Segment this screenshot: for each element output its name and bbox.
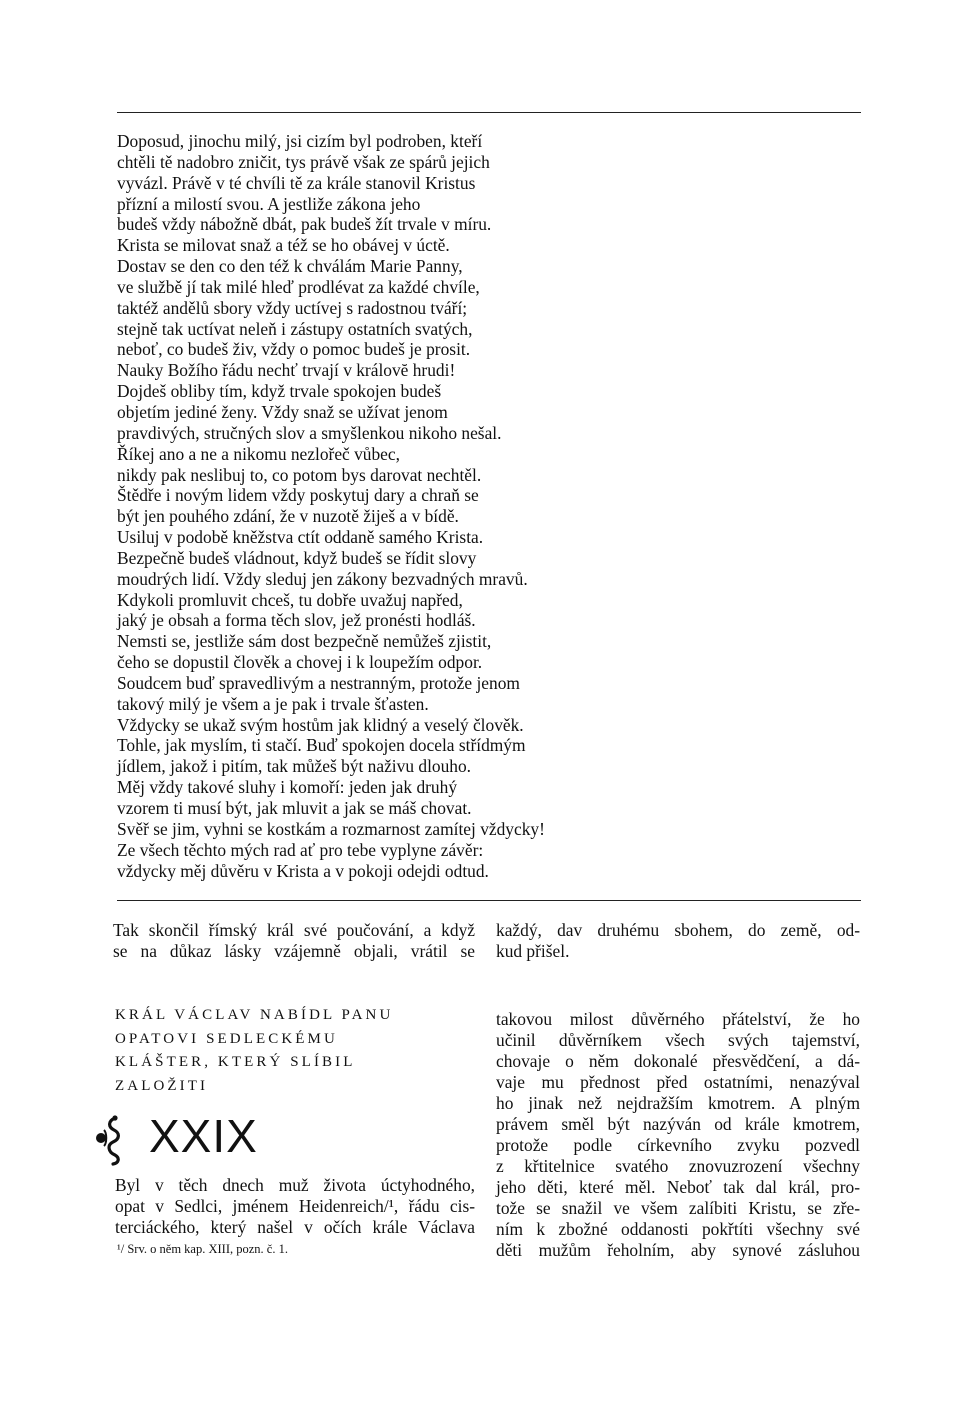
heading-line: KRÁL VÁCLAV NABÍDL PANU: [115, 1007, 394, 1023]
poem-line: Bezpečně budeš vládnout, když budeš se řídit slovy: [117, 547, 477, 568]
body-right-column: [496, 1009, 860, 1261]
text-line: právem směl být nazýván od krále kmotrem,: [496, 1114, 860, 1134]
chapter-heading: [115, 1004, 445, 1098]
fleuron-icon: [93, 1112, 127, 1166]
poem-line: jídlem, jakož i pitím, tak můžeš být naživu dlouho.: [117, 756, 472, 777]
text-line: každý, dav druhému sbohem, do země, od-: [496, 920, 860, 940]
poem-line: Říkej ano a ne a nikomu nezlořeč vůbec,: [117, 443, 400, 464]
poem-line: Dostav se den co den též k chválám Marie Panny,: [117, 256, 463, 277]
poem-line: stejně tak uctívat neleň i zástupy ostatních svatých,: [117, 318, 473, 339]
poem-line: chtěli tě nadobro zničit, tys právě však ze spárů jejich: [117, 151, 490, 172]
poem-line: taktéž andělů sbory vždy uctívej s radostnou tváří;: [117, 297, 468, 318]
poem-line: neboť, co budeš živ, vždy o pomoc budeš je prosit.: [117, 339, 471, 360]
body-left-column: [115, 1175, 475, 1238]
poem-line: být jen pouhého zdání, že v nuzotě žiješ a v bídě.: [117, 506, 459, 527]
narrative-right-column: [496, 920, 860, 962]
text-line: ho jinak než nejdražším kmotrem. A plným: [496, 1093, 860, 1113]
chapter-number: XXIX: [149, 1110, 258, 1162]
text-line: protože podle církevního zvyku pozvedl: [496, 1135, 860, 1155]
poem-line: Soudcem buď spravedlivým a nestranným, protože jenom: [117, 672, 520, 693]
poem-line: Štědře i novým lidem vždy poskytuj dary a chraň se: [117, 485, 479, 506]
text-line: se na důkaz lásky vzájemně objali, vrátil se: [113, 941, 475, 961]
poem-line: vždycky měj důvěru v Krista a v pokoji odejdi odtud.: [117, 860, 489, 881]
heading-line: ZALOŽITI: [115, 1077, 209, 1094]
poem-line: Tohle, jak myslím, ti stačí. Buď spokojen docela střídmým: [117, 735, 526, 756]
poem-line: vzorem ti musí být, jak mluvit a jak se máš chovat.: [117, 798, 472, 818]
poem-line: pravdivých, stručných slov a smyšlenkou nikoho nešal.: [117, 422, 502, 443]
poem-line: Svěř se jim, vyhni se kostkám a rozmarnost zamítej vždycky!: [117, 818, 545, 839]
poem-line: Krista se milovat snaž a též se ho obávej v úctě.: [117, 235, 450, 256]
heading-line: OPATOVI SEDLECKÉMU: [115, 1030, 338, 1047]
top-rule: [117, 112, 861, 113]
text-line: takovou milost důvěrného přátelství, že ho: [496, 1009, 860, 1029]
poem-line: moudrých lidí. Vždy sleduj jen zákony bezvadných mravů.: [117, 568, 528, 589]
text-line: učinil důvěrníkem všech svých tajemství,: [496, 1030, 860, 1050]
poem-line: ve službě jí tak milé hleď prodlévat za každé chvíle,: [117, 276, 480, 297]
text-line: vaje mu přednost před ostatními, nenazýval: [496, 1072, 860, 1092]
text-line: terciáckého, který našel v očích krále Václava: [115, 1217, 475, 1237]
poem-block: [117, 131, 877, 881]
text-line: ním k zbožné oddanosti pokřtíti všechny své: [496, 1219, 860, 1239]
poem-line: čeho se dopustil člověk a chovej i k loupežím odpor.: [117, 652, 483, 673]
narrative-left-column: [113, 920, 475, 962]
poem-line: takový milý je všem a je pak i trvale šťasten.: [117, 693, 429, 714]
text-line: kud přišel.: [496, 941, 570, 961]
poem-line: Usiluj v podobě kněžstva ctít oddaně samého Krista.: [117, 527, 484, 548]
text-line: jeho děti, které měl. Neboť tak dal král, pro-: [496, 1177, 860, 1197]
text-line: tože se snažil ve všem zalíbiti Kristu, se zře-: [496, 1198, 860, 1218]
poem-line: Doposud, jinochu milý, jsi cizím byl podroben, kteří: [117, 131, 483, 151]
text-line: děti mužům řeholním, aby synové zásluhou: [496, 1240, 860, 1260]
poem-line: Nauky Božího řádu nechť trvají v královĕ hrudi!: [117, 360, 456, 381]
text-line: opat v Sedlci, jménem Heidenreich/¹, řádu cis-: [115, 1196, 475, 1216]
poem-line: Kdykoli promluvit chceš, tu dobře uvažuj napřed,: [117, 589, 463, 610]
text-line: Byl v těch dnech muž života úctyhodného,: [115, 1175, 475, 1195]
poem-line: jaký je obsah a forma těch slov, jež pronésti hodláš.: [117, 610, 476, 631]
poem-line: objetím jediné ženy. Vždy snaž se užívat jenom: [117, 401, 448, 422]
footnote: ¹/ Srv. o něm kap. XIII, pozn. č. 1.: [117, 1242, 288, 1256]
poem-line: Dojdeš obliby tím, když trvale spokojen budeš: [117, 381, 442, 402]
poem-line: Měj vždy takové sluhy i komoří: jeden jak druhý: [117, 777, 458, 798]
poem-line: budeš vždy nábožně dbát, pak budeš žít trvale v míru.: [117, 214, 492, 235]
poem-line: Vždycky se ukaž svým hostům jak klidný a veselý člověk.: [117, 714, 524, 735]
poem-line: nikdy pak neslibuj to, co potom bys darovat nechtěl.: [117, 464, 482, 485]
heading-line: KLÁŠTER, KTERÝ SLÍBIL: [115, 1054, 356, 1070]
text-line: chovaje o něm dokonalé přesvědčení, a dá-: [496, 1051, 860, 1071]
poem-line: Ze všech těchto mých rad ať pro tebe vyplyne závěr:: [117, 839, 484, 860]
poem-line: Nemsti se, jestliže sám dost bezpečně nemůžeš zjistit,: [117, 631, 492, 652]
text-line: Tak skončil římský král své poučování, a když: [113, 920, 475, 940]
text-line: z křtitelnice svatého znovuzrození všechny: [496, 1156, 860, 1176]
section-rule: [117, 900, 861, 901]
poem-line: vyvázl. Právě v té chvíli tě za krále stanovil Kristus: [117, 172, 476, 193]
poem-line: přízní a milostí svou. A jestliže zákona jeho: [117, 193, 421, 214]
